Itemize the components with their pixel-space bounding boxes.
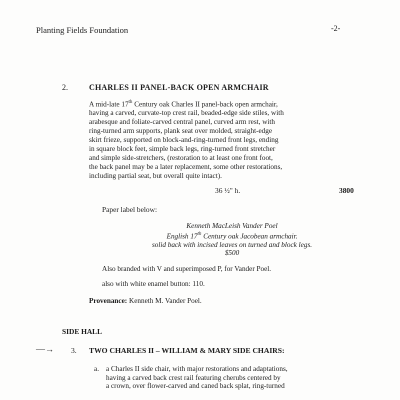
item-number: 2. [62,83,68,92]
section-heading: SIDE HALL [62,327,103,336]
description-line: including partial seat, but overall quite intact). [89,171,222,180]
description-line: skirt frieze, supported on block-and-ring-turned front legs, ending [89,136,279,145]
description-line: having a carved back crest rail featuring cherubs centered by [106,373,281,382]
description-line: ring-turned arm supports, plank seat over molded, straight-edge [89,127,273,136]
branded-note: Also branded with V and superimposed P, for Vander Poel. [102,265,272,273]
description-line: A mid-late 17th Century oak Charles II panel-back open armchair, [89,100,278,109]
provenance-value: Kenneth M. Vander Poel. [129,297,202,305]
sub-item-marker: a. [94,365,99,373]
provenance [89,297,202,305]
paper-label-line: Kenneth MacLeish Vander Poel [186,222,278,230]
page-number: -2- [331,24,341,33]
item-title: CHARLES II PANEL-BACK OPEN ARMCHAIR [89,83,269,92]
description-line: the back panel may be a later replacement, some other restorations, [89,162,283,171]
paper-label-line: $500 [224,249,240,258]
item-value: 3800 [339,186,354,195]
paper-label-intro: Paper label below: [102,205,158,214]
item-description [89,99,347,181]
paper-label-line: solid back with incised leaves on turned and block legs. [151,240,313,249]
description-line: having a carved, curvate-top crest rail, beaded-edge side stiles, with [89,109,284,118]
description-line: in square block feet, simple back legs, ring-turned front stretcher [89,144,276,153]
item-number: 3. [71,346,77,355]
header-organization: Planting Fields Foundation [36,25,129,35]
paper-label-text [142,222,322,258]
description-line: and simple side-stretchers, (restoration to at least one front foot, [89,153,273,162]
description-line: a Charles II side chair, with major restorations and adaptations, [106,365,288,373]
description-line: a crown, over flower-carved and caned back splat, ring-turned [106,382,285,391]
provenance-label: Provenance: [89,297,128,305]
button-note: also with white enamel button: 110. [102,280,205,288]
sub-item-description [106,365,288,391]
item-dimension: 36 ½" h. [215,186,241,195]
description-line: arabesque and foliate-carved central panel, curved arm rest, with [89,118,275,127]
arrow-icon: —→ [36,344,54,354]
item-title: TWO CHARLES II – WILLIAM & MARY SIDE CHAIRS: [89,346,285,355]
paper-label-line: English 17th Century oak Jacobean armchair. [166,231,298,240]
